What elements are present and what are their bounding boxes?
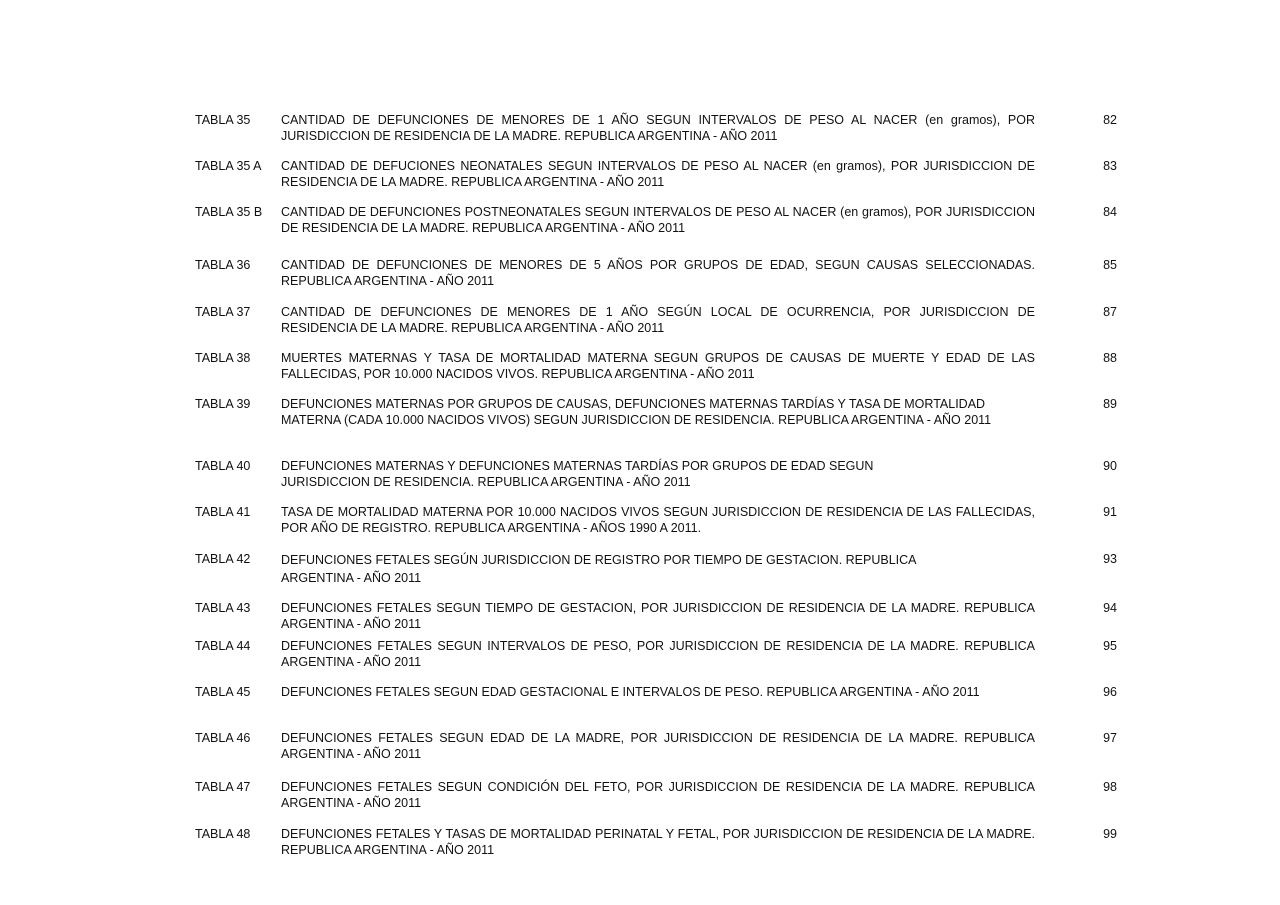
- toc-entry-description: CANTIDAD DE DEFUNCIONES DE MENORES DE 1 AÑO SEGÚN LOCAL DE OCURRENCIA, POR JURISDICCION DE RESIDENCIA DE LA MADRE. REPUBLICA ARGENTINA - AÑO 2011: [281, 305, 1035, 335]
- toc-entry-label: TABLA 35 B: [195, 205, 263, 219]
- toc-entry-page-number: 87: [1103, 305, 1117, 319]
- toc-entry-label: TABLA 44: [195, 639, 251, 653]
- toc-entry-description: DEFUNCIONES FETALES SEGUN INTERVALOS DE PESO, POR JURISDICCION DE RESIDENCIA DE LA MADRE. REPUBLICA ARGENTINA - AÑO 2011: [281, 639, 1035, 669]
- toc-entry-description: DEFUNCIONES FETALES SEGUN TIEMPO DE GESTACION, POR JURISDICCION DE RESIDENCIA DE LA MADRE. REPUBLICA ARGENTINA - AÑO 2011: [281, 601, 1035, 631]
- toc-entry-description: CANTIDAD DE DEFUNCIONES POSTNEONATALES SEGUN INTERVALOS DE PESO AL NACER (en gramos), POR JURISDICCION DE RESIDENCIA DE LA MADRE. REPUBLICA ARGENTINA - AÑO 2011: [281, 205, 1035, 235]
- toc-entry-description: DEFUNCIONES MATERNAS POR GRUPOS DE CAUSAS, DEFUNCIONES MATERNAS TARDÍAS Y TASA DE MORTALIDAD MATERNA (CADA 10.000 NACIDOS VIVOS) SEGUN JURISDICCION DE RESIDENCIA. REPUBLICA ARGENTINA - AÑO 2011: [281, 397, 992, 427]
- toc-entry-label: TABLA 43: [195, 601, 251, 615]
- toc-entry-label: TABLA 35: [195, 113, 251, 127]
- toc-entry-page-number: 83: [1103, 159, 1117, 173]
- toc-entry-page-number: 84: [1103, 205, 1117, 219]
- toc-entry-page-number: 89: [1103, 397, 1117, 411]
- toc-entry-description: DEFUNCIONES FETALES SEGUN EDAD GESTACIONAL E INTERVALOS DE PESO. REPUBLICA ARGENTINA - AÑO 2011: [281, 685, 980, 699]
- toc-entry-description: DEFUNCIONES MATERNAS Y DEFUNCIONES MATERNAS TARDÍAS POR GRUPOS DE EDAD SEGUN JURISDICCION DE RESIDENCIA. REPUBLICA ARGENTINA - AÑO 2011: [281, 459, 874, 489]
- toc-entry-page-number: 97: [1103, 731, 1117, 745]
- toc-entry-page-number: 98: [1103, 780, 1117, 794]
- toc-entry-description: DEFUNCIONES FETALES SEGÚN JURISDICCION DE REGISTRO POR TIEMPO DE GESTACION. REPUBLICA ARGENTINA - AÑO 2011: [281, 553, 916, 585]
- toc-entry-label: TABLA 35 A: [195, 159, 262, 173]
- toc-entry-label: TABLA 45: [195, 685, 251, 699]
- toc-entry-label: TABLA 36: [195, 258, 251, 272]
- toc-entry-page-number: 95: [1103, 639, 1117, 653]
- toc-entry-label: TABLA 40: [195, 459, 251, 473]
- toc-entry-page-number: 94: [1103, 601, 1117, 615]
- toc-entry-label: TABLA 47: [195, 780, 251, 794]
- toc-entry-description: DEFUNCIONES FETALES SEGUN CONDICIÓN DEL FETO, POR JURISDICCION DE RESIDENCIA DE LA MADRE. REPUBLICA ARGENTINA - AÑO 2011: [281, 780, 1035, 810]
- toc-entry-label: TABLA 39: [195, 397, 251, 411]
- toc-entry-description: DEFUNCIONES FETALES SEGUN EDAD DE LA MADRE, POR JURISDICCION DE RESIDENCIA DE LA MADRE. REPUBLICA ARGENTINA - AÑO 2011: [281, 731, 1035, 761]
- toc-entry-label: TABLA 37: [195, 305, 251, 319]
- toc-entry-label: TABLA 42: [195, 552, 251, 566]
- toc-entry-description: TASA DE MORTALIDAD MATERNA POR 10.000 NACIDOS VIVOS SEGUN JURISDICCION DE RESIDENCIA DE LAS FALLECIDAS, POR AÑO DE REGISTRO. REPUBLICA ARGENTINA - AÑOS 1990 A 2011.: [281, 505, 1035, 535]
- toc-entry-label: TABLA 46: [195, 731, 251, 745]
- toc-entry-page-number: 82: [1103, 113, 1117, 127]
- toc-entry-page-number: 85: [1103, 258, 1117, 272]
- toc-entry-page-number: 90: [1103, 459, 1117, 473]
- toc-entry-description: MUERTES MATERNAS Y TASA DE MORTALIDAD MATERNA SEGUN GRUPOS DE CAUSAS DE MUERTE Y EDAD DE LAS FALLECIDAS, POR 10.000 NACIDOS VIVOS. REPUBLICA ARGENTINA - AÑO 2011: [281, 351, 1035, 381]
- toc-entry-page-number: 99: [1103, 827, 1117, 841]
- toc-entry-page-number: 88: [1103, 351, 1117, 365]
- toc-entry-description: CANTIDAD DE DEFUCIONES NEONATALES SEGUN INTERVALOS DE PESO AL NACER (en gramos), POR JURISDICCION DE RESIDENCIA DE LA MADRE. REPUBLICA ARGENTINA - AÑO 2011: [281, 159, 1035, 189]
- toc-entry-description: CANTIDAD DE DEFUNCIONES DE MENORES DE 5 AÑOS POR GRUPOS DE EDAD, SEGUN CAUSAS SELECCIONADAS. REPUBLICA ARGENTINA - AÑO 2011: [281, 258, 1035, 288]
- toc-entry-description: DEFUNCIONES FETALES Y TASAS DE MORTALIDAD PERINATAL Y FETAL, POR JURISDICCION DE RESIDENCIA DE LA MADRE. REPUBLICA ARGENTINA - AÑO 2011: [281, 827, 1035, 857]
- toc-entry-label: TABLA 38: [195, 351, 251, 365]
- toc-entry-description: CANTIDAD DE DEFUNCIONES DE MENORES DE 1 AÑO SEGUN INTERVALOS DE PESO AL NACER (en gramos), POR JURISDICCION DE RESIDENCIA DE LA MADRE. REPUBLICA ARGENTINA - AÑO 2011: [281, 113, 1035, 143]
- toc-entry-label: TABLA 41: [195, 505, 251, 519]
- toc-entry-label: TABLA 48: [195, 827, 251, 841]
- toc-entry-page-number: 91: [1103, 505, 1117, 519]
- toc-entry-page-number: 96: [1103, 685, 1117, 699]
- toc-entry-page-number: 93: [1103, 552, 1117, 566]
